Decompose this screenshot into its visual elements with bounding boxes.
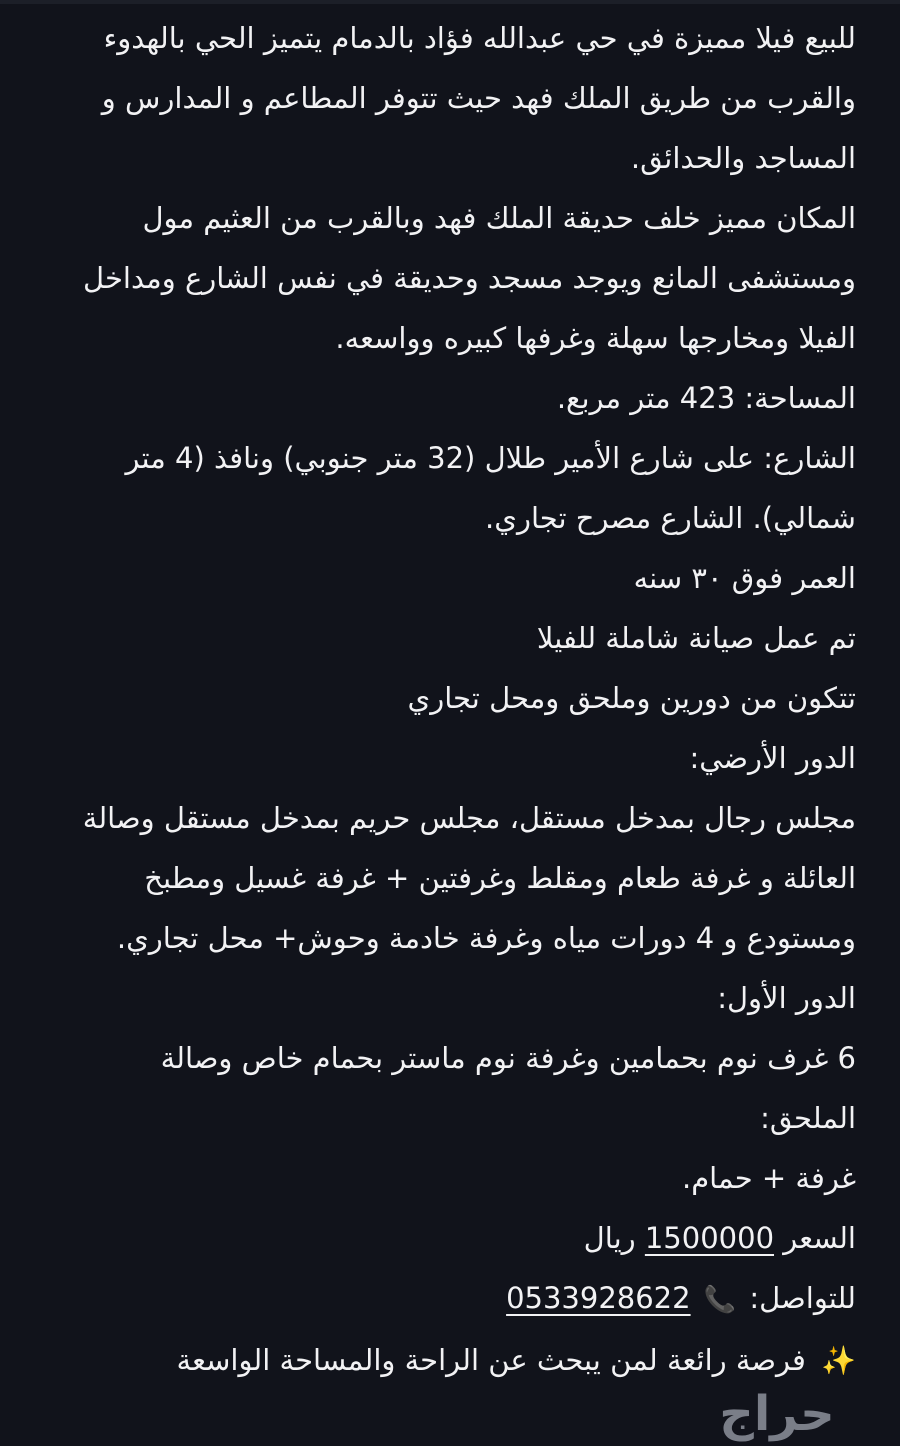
contact-label: للتواصل: [749, 1281, 856, 1315]
ground-floor-title: الدور الأرضي: [689, 741, 856, 775]
listing-location: المكان مميز خلف حديقة الملك فهد وبالقرب من العثيم مول ومستشفى المانع ويوجد مسجد وحديقة في نفس الشارع ومداخل الفيلا ومخارجها سهلة وغرفها كبيره وواسعه. [83, 201, 856, 355]
listing-intro: للبيع فيلا مميزة في حي عبدالله فؤاد بالدمام يتميز الحي بالهدوء والقرب من طريق الملك فهد حيث تتوفر المطاعم و المدارس و المساجد والحدائق. [101, 21, 856, 175]
contact-line [36, 1268, 856, 1330]
first-floor-details: 6 غرف نوم بحمامين وغرفة نوم ماستر بحمام خاص وصالة [160, 1041, 856, 1075]
price-line [36, 1208, 856, 1268]
listing-description [36, 8, 856, 1391]
annex-details: غرفة + حمام. [681, 1161, 856, 1195]
listing-area: المساحة: 423 متر مربع. [556, 381, 856, 415]
price-label: السعر [783, 1221, 856, 1255]
price-value-link[interactable]: 1500000 [644, 1221, 775, 1255]
haraj-logo-watermark: حراج [719, 1386, 835, 1442]
top-edge-divider [0, 0, 900, 4]
phone-icon: 📞 [703, 1285, 737, 1315]
phone-number-link[interactable]: 0533928622 [506, 1281, 691, 1315]
listing-age: العمر فوق ٣٠ سنه [633, 561, 856, 595]
sparkles-icon: ✨ [821, 1344, 856, 1377]
listing-maintenance: تم عمل صيانة شاملة للفيلا [536, 621, 856, 655]
ground-floor-details: مجلس رجال بمدخل مستقل، مجلس حريم بمدخل مستقل وصالة العائلة و غرفة طعام ومقلط وغرفتين + غرفة غسيل ومطبخ ومستودع و 4 دورات مياه وغرفة خادمة وحوش+ محل تجاري. [82, 801, 856, 955]
closing-text: فرصة رائعة لمن يبحث عن الراحة والمساحة الواسعة [176, 1343, 806, 1377]
annex-title: الملحق: [760, 1101, 856, 1135]
price-currency: ريال [583, 1221, 636, 1255]
listing-composition: تتكون من دورين وملحق ومحل تجاري [407, 681, 856, 715]
first-floor-title: الدور الأول: [717, 981, 856, 1015]
listing-street: الشارع: على شارع الأمير طلال (32 متر جنوبي) ونافذ (4 متر شمالي). الشارع مصرح تجاري. [125, 441, 856, 535]
closing-line [36, 1330, 856, 1391]
